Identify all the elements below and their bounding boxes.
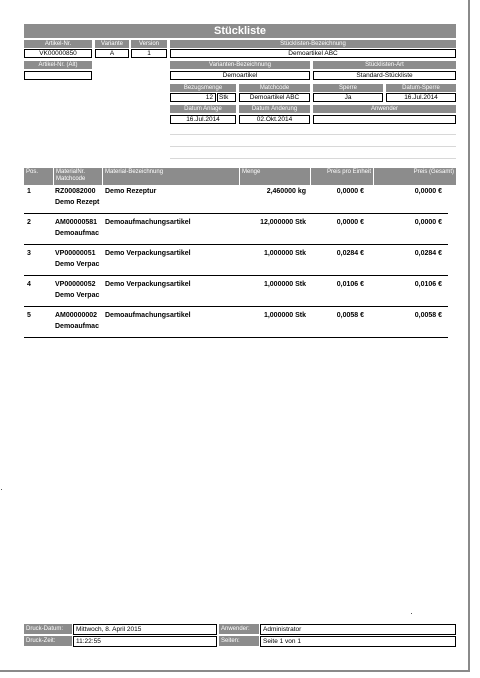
- datum-sperre-label: Datum-Sperre: [386, 84, 456, 92]
- druck-datum-label: Druck-Datum:: [24, 624, 72, 634]
- row-preis-einheit: 0,0000 €: [336, 188, 364, 195]
- row-pos: 4: [27, 281, 31, 288]
- anwender-footer-value: Administrator: [260, 624, 456, 635]
- varianten-bezeichnung-value: Demoartikel: [170, 71, 310, 80]
- anwender-value: [313, 115, 456, 124]
- version-label: Version: [131, 40, 167, 48]
- row-preis-einheit: 0,0000 €: [336, 219, 364, 226]
- row-bezeichnung: Demo Verpackungsartikel: [105, 281, 191, 288]
- datum-sperre-value: 16.Jul.2014: [386, 93, 456, 102]
- row-preis-einheit: 0,0106 €: [336, 281, 364, 288]
- row-materialnr: AM00000002: [55, 312, 98, 319]
- stl-bezeichnung-label: Stücklisten-Bezeichnung: [170, 40, 456, 48]
- matchcode-value: Demoartikel ABC: [239, 93, 310, 102]
- seiten-value: Seite 1 von 1: [260, 636, 456, 647]
- stray-mark: [1, 489, 2, 490]
- row-matchcode: Demo Verpac: [55, 292, 100, 299]
- seiten-label: Seiten:: [219, 636, 259, 646]
- row-menge: 2,460000 kg: [266, 188, 306, 195]
- bezugsmenge-label: Bezugsmenge: [170, 84, 236, 92]
- row-menge: 1,000000 Stk: [263, 281, 306, 288]
- datum-anlage-value: 16.Jul.2014: [170, 115, 236, 124]
- row-menge: 12,000000 Stk: [260, 219, 306, 226]
- sperre-label: Sperre: [313, 84, 383, 92]
- row-materialnr: AM00000581: [55, 219, 98, 226]
- row-bezeichnung: Demo Verpackungsartikel: [105, 250, 191, 257]
- druck-datum-value: Mittwoch, 8. April 2015: [73, 624, 217, 635]
- sperre-value: Ja: [313, 93, 383, 102]
- row-bezeichnung: Demoaufmachungsartikel: [105, 219, 191, 226]
- row-matchcode: Demo Rezept: [55, 199, 100, 206]
- version-value: 1: [131, 49, 167, 58]
- row-preis-gesamt: 0,0058 €: [414, 312, 442, 319]
- col-header-pos: Pos.: [24, 168, 53, 185]
- variante-value: A: [95, 49, 129, 58]
- row-preis-einheit: 0,0058 €: [336, 312, 364, 319]
- row-menge: 1,000000 Stk: [263, 250, 306, 257]
- row-pos: 1: [27, 188, 31, 195]
- separator-line: [170, 158, 456, 159]
- matchcode-label: Matchcode: [239, 84, 310, 92]
- anwender-footer-label: Anwender:: [219, 624, 259, 634]
- row-materialnr: RZ00082000: [55, 188, 96, 195]
- row-materialnr: VP00000052: [55, 281, 96, 288]
- varianten-bezeichnung-label: Varianten-Bezeichnung: [170, 61, 310, 69]
- separator-line: [170, 134, 456, 135]
- datum-anlage-label: Datum Anlage: [170, 105, 236, 113]
- col-header-preis-gesamt: Preis (Gesamt): [374, 168, 456, 185]
- row-bezeichnung: Demoaufmachungsartikel: [105, 312, 191, 319]
- row-preis-gesamt: 0,0106 €: [414, 281, 442, 288]
- col-header-preis-einheit: Preis pro Einheit: [311, 168, 373, 185]
- row-pos: 3: [27, 250, 31, 257]
- table-row: [24, 245, 448, 276]
- datum-aenderung-value: 02.Okt.2014: [239, 115, 310, 124]
- table-row: [24, 307, 448, 338]
- row-matchcode: Demoaufmac: [55, 230, 99, 237]
- stl-bezeichnung-value: Demoartikel ABC: [170, 49, 456, 58]
- artikel-nr-alt-value: [24, 71, 92, 80]
- row-preis-gesamt: 0,0000 €: [414, 219, 442, 226]
- stray-mark: [411, 613, 412, 614]
- col-header-menge: Menge: [240, 168, 310, 185]
- druck-zeit-value: 11:22:55: [73, 636, 217, 647]
- variante-label: Variante: [95, 40, 129, 48]
- row-matchcode: Demoaufmac: [55, 323, 99, 330]
- table-row: [24, 183, 448, 214]
- artikel-nr-alt-label: Artikel-Nr. (Alt): [24, 61, 92, 69]
- artikel-nr-label: Artikel-Nr.: [24, 40, 92, 48]
- anwender-label: Anwender: [313, 105, 456, 113]
- datum-aenderung-label: Datum Änderung: [239, 105, 310, 113]
- bezugseinheit-value: Stk: [217, 93, 236, 102]
- row-preis-einheit: 0,0284 €: [336, 250, 364, 257]
- row-menge: 1,000000 Stk: [263, 312, 306, 319]
- row-matchcode: Demo Verpac: [55, 261, 100, 268]
- druck-zeit-label: Druck-Zeit:: [24, 636, 72, 646]
- row-pos: 5: [27, 312, 31, 319]
- row-preis-gesamt: 0,0284 €: [414, 250, 442, 257]
- row-bezeichnung: Demo Rezeptur: [105, 188, 157, 195]
- artikel-nr-value: VK00000850: [24, 49, 92, 58]
- stl-art-value: Standard-Stückliste: [313, 71, 456, 80]
- stl-art-label: Stücklisten-Art: [313, 61, 456, 69]
- table-row: [24, 276, 448, 307]
- row-preis-gesamt: 0,0000 €: [414, 188, 442, 195]
- separator-line: [170, 146, 456, 147]
- row-pos: 2: [27, 219, 31, 226]
- document-title: Stückliste: [24, 24, 456, 38]
- col-header-materialnr: MaterialNr. Matchcode: [54, 168, 102, 185]
- row-materialnr: VP00000051: [55, 250, 96, 257]
- col-header-bezeichnung: Material-Bezeichnung: [103, 168, 239, 185]
- table-row: [24, 214, 448, 245]
- bezugsmenge-value: 12: [170, 93, 216, 102]
